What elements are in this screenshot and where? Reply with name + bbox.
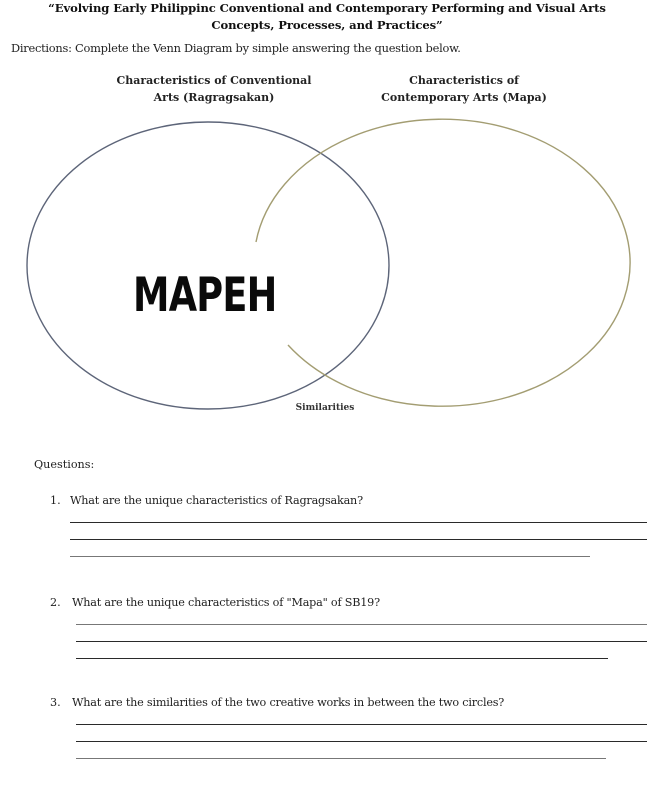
- mapeh-overlay-text: MAPEH: [133, 268, 277, 323]
- questions-heading: Questions:: [34, 458, 95, 471]
- question-2-text: What are the unique characteristics of "Mapa" of SB19?: [72, 596, 380, 609]
- question-3-answer-line-1[interactable]: [76, 724, 647, 725]
- question-3-text: What are the similarities of the two creative works in between the two circles?: [72, 696, 505, 709]
- right-circle-label-line-2: Contemporary Arts (Mapa): [381, 91, 547, 104]
- directions-text: Directions: Complete the Venn Diagram by simple answering the question below.: [11, 41, 461, 55]
- question-2-answer-line-3[interactable]: [76, 658, 608, 659]
- question-1-answer-line-1[interactable]: [70, 522, 647, 523]
- worksheet-title-line-1: “Evolving Early Philippinc Conventional and Contemporary Performing and Visual Arts: [48, 1, 606, 15]
- right-circle-label-line-1: Characteristics of: [409, 74, 519, 87]
- question-3-answer-line-2[interactable]: [76, 741, 647, 742]
- question-1-text: What are the unique characteristics of Ragragsakan?: [70, 494, 363, 507]
- right-circle-label: [366, 72, 562, 106]
- question-2-number: 2.: [50, 596, 61, 609]
- question-1-number: 1.: [50, 494, 61, 507]
- question-2-answer-line-2[interactable]: [76, 641, 647, 642]
- question-3-answer-line-3[interactable]: [76, 758, 606, 759]
- left-circle: [27, 122, 389, 409]
- left-circle-label-line-1: Characteristics of Conventional: [116, 74, 312, 87]
- left-circle-label: [98, 72, 330, 106]
- question-3-number: 3.: [50, 696, 61, 709]
- question-1-answer-line-3[interactable]: [70, 556, 590, 557]
- question-2-answer-line-1[interactable]: [76, 624, 647, 625]
- worksheet-title-line-2: Concepts, Processes, and Practices”: [211, 18, 443, 32]
- similarities-label: Similarities: [295, 403, 355, 413]
- left-circle-label-line-2: Arts (Ragragsakan): [153, 91, 275, 104]
- right-circle: [256, 119, 630, 406]
- question-1-answer-line-2[interactable]: [70, 539, 647, 540]
